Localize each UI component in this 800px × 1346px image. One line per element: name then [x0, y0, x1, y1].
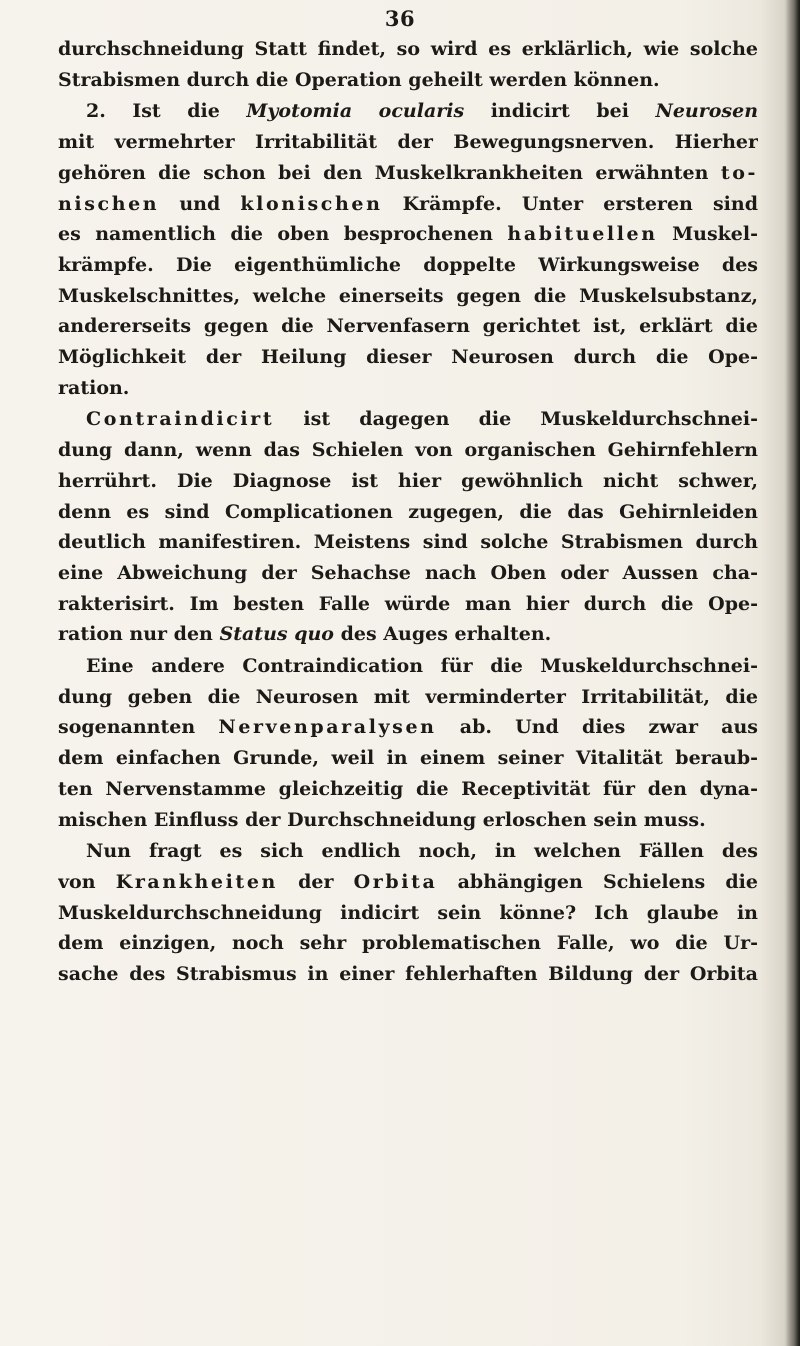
text-line: mit vermehrter Irritabilität der Bewegungsnerven. Hierher: [58, 131, 758, 154]
text-line: sache des Strabismus in einer fehlerhaften Bildung der Orbita: [58, 963, 758, 986]
paragraph-3: [58, 404, 758, 650]
text-line: deutlich manifestiren. Meistens sind solche Strabismen durch: [58, 531, 758, 554]
text-line-rich: sogenannten Nervenparalysen ab. Und dies zwar aus: [58, 716, 758, 739]
page-number: 36: [384, 6, 416, 31]
text-line: Muskeldurchschneidung indicirt sein könne? Ich glaube in: [58, 901, 758, 924]
text-line: Nun fragt es sich endlich noch, in welchen Fällen des: [86, 840, 758, 863]
text-line: rakterisirt. Im besten Falle würde man hier durch die Ope-: [58, 592, 758, 615]
text-line: krämpfe. Die eigenthümliche doppelte Wirkungsweise des: [58, 253, 758, 276]
text-line: denn es sind Complicationen zugegen, die das Gehirnleiden: [58, 500, 758, 523]
text-line: Muskelschnittes, welche einerseits gegen die Muskelsubstanz,: [58, 284, 758, 307]
text-line: dem einfachen Grunde, weil in einem seiner Vitalität beraub-: [58, 747, 758, 770]
text-line: mischen Einfluss der Durchschneidung erloschen sein muss.: [58, 808, 706, 831]
body-text: [58, 34, 758, 990]
text-line: dem einzigen, noch sehr problematischen Falle, wo die Ur-: [58, 932, 758, 955]
paragraph-1: [58, 34, 758, 95]
paragraph-2: [58, 96, 758, 403]
text-line: Möglichkeit der Heilung dieser Neurosen durch die Ope-: [58, 346, 758, 369]
text-line: herrührt. Die Diagnose ist hier gewöhnlich nicht schwer,: [58, 469, 758, 492]
text-line: durchschneidung Statt findet, so wird es erklärlich, wie solche: [58, 38, 758, 60]
paragraph-4: [58, 651, 758, 835]
text-line-rich: von Krankheiten der Orbita abhängigen Schielens die: [58, 870, 758, 893]
text-line-rich: 2. Ist die Myotomia ocularis indicirt bei Neurosen: [86, 100, 758, 123]
text-line: ration.: [58, 376, 130, 399]
text-line: dung geben die Neurosen mit verminderter Irritabilität, die: [58, 685, 758, 708]
text-line: Strabismen durch die Operation geheilt werden können.: [58, 68, 660, 91]
text-line-rich: Contraindicirt ist dagegen die Muskeldurchschnei-: [86, 408, 758, 431]
text-line-rich: ration nur den Status quo des Auges erhalten.: [58, 623, 552, 646]
text-line: dung dann, wenn das Schielen von organischen Gehirnfehlern: [58, 439, 758, 462]
paragraph-5: [58, 836, 758, 990]
page-edge-shadow: [786, 0, 800, 1346]
text-line: eine Abweichung der Sehachse nach Oben oder Aussen cha-: [58, 561, 758, 584]
text-line-rich: nischen und klonischen Krämpfe. Unter ersteren sind: [58, 192, 758, 215]
text-line: ten Nervenstamme gleichzeitig die Receptivität für den dyna-: [58, 777, 758, 800]
text-line: andererseits gegen die Nervenfasern gerichtet ist, erklärt die: [58, 315, 758, 338]
text-line-rich: es namentlich die oben besprochenen habituellen Muskel-: [58, 223, 758, 246]
text-line: Eine andere Contraindication für die Muskeldurchschnei-: [86, 655, 758, 678]
text-line-rich: gehören die schon bei den Muskelkrankheiten erwähnten to-: [58, 161, 758, 184]
